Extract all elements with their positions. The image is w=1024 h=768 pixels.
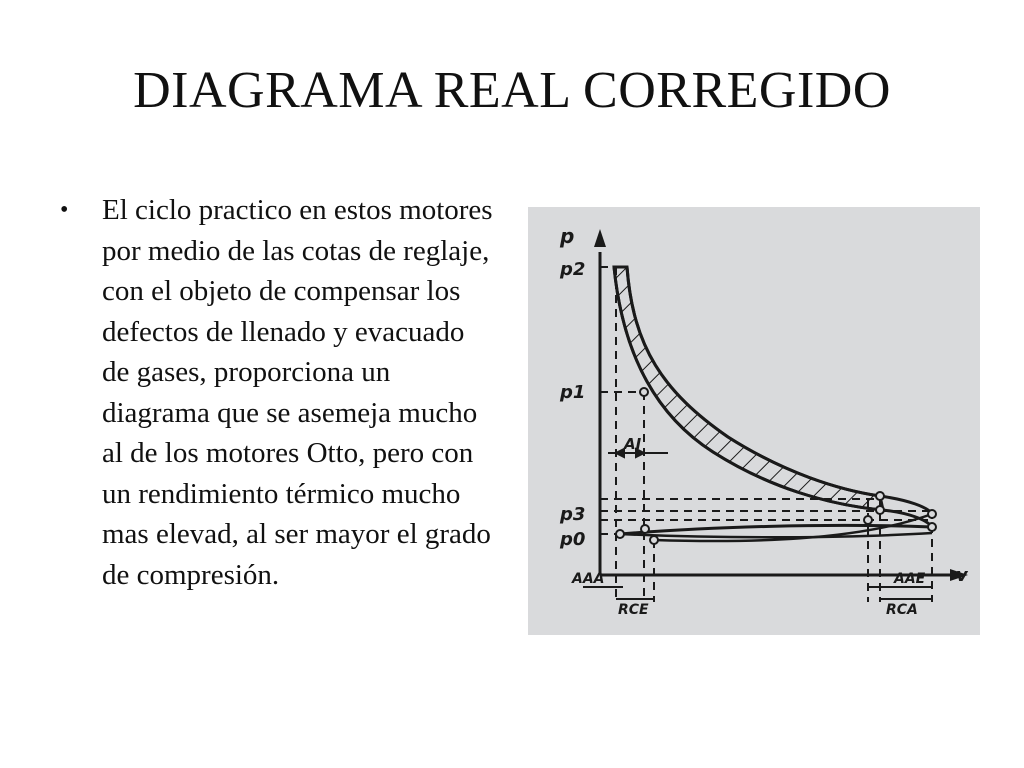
bullet-item [56,190,496,595]
dashed-guides [600,267,932,602]
pv-diagram-figure [528,207,980,635]
rca-label: RCA [886,602,918,618]
p3-label: p3 [560,504,586,525]
slide-title: DIAGRAMA REAL CORREGIDO [133,62,891,119]
aaa-label: AAA [572,571,605,587]
v-axis-label: v [956,565,968,586]
bullet-text: El ciclo practico en estos motores por medio de las cotas de reglaje, con el objeto de compensar los defectos de llenado y evacuado de gases, proporciona un diagrama que se asemeja mucho al de los motores Otto, pero con un rendimiento térmico mucho mas elevad, al ser mayor el grado de compresión. [102,194,493,591]
p-axis-arrow [594,229,606,247]
p-axis-label: p [560,224,575,248]
bullet-list [56,190,496,595]
bullet-icon: • [60,197,69,223]
pv-diagram [528,207,980,635]
ai-label: AI [624,435,642,453]
p0-label: p0 [560,529,586,550]
p1-label: p1 [560,382,586,403]
intake-line [620,533,932,537]
rce-label: RCE [618,602,649,618]
aae-label: AAE [894,571,926,587]
p2-label: p2 [560,259,586,280]
